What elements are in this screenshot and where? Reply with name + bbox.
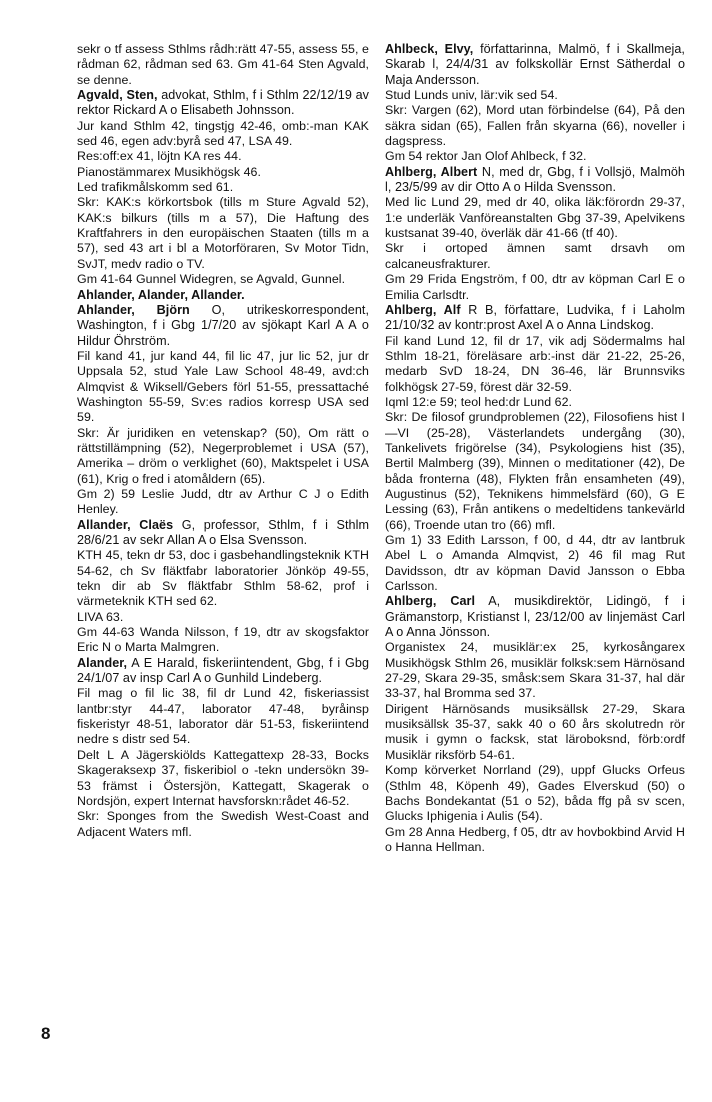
entry-text: O, utrikeskorrespondent, Washington, f i Gbg 1/7/20 av sjökapt Karl A A o Hildur Öhrström. <box>77 302 369 348</box>
entry-heading-paragraph <box>77 303 369 349</box>
entry-heading-paragraph <box>77 288 369 303</box>
entry-paragraph <box>77 610 369 625</box>
entry-paragraph <box>385 640 685 701</box>
entry-text: Jur kand Sthlm 42, tingstjg 42-46, omb:-man KAK sed 46, egen adv:byrå sed 47, LSA 49. <box>77 118 369 149</box>
entry-paragraph <box>77 686 369 747</box>
entry-paragraph <box>385 410 685 533</box>
entry-paragraph <box>77 272 369 287</box>
entry-paragraph <box>385 88 685 103</box>
entry-paragraph <box>385 533 685 594</box>
page-number: 8 <box>41 1024 51 1043</box>
entry-paragraph <box>77 180 369 195</box>
entry-text: R B, författare, Ludvika, f i Laholm 21/10/32 av kontr:prost Axel A o Anna Lindskog. <box>385 302 685 333</box>
entry-heading-paragraph <box>77 88 369 119</box>
entry-heading-paragraph <box>385 165 685 196</box>
entry-text: N, med dr, Gbg, f i Vollsjö, Malmöh l, 23/5/99 av dir Otto A o Hilda Svensson. <box>385 164 685 195</box>
entry-text: Iqml 12:e 59; teol hed:dr Lund 62. <box>385 394 573 409</box>
right-column <box>385 42 685 855</box>
entry-paragraph <box>385 195 685 241</box>
entry-text: A, musikdirektör, Lidingö, f i Grämanstorp, Kristianst l, 23/12/00 av linjemäst Carl A o Anna Jönsson. <box>385 594 685 640</box>
entry-text: A E Harald, fiskeriintendent, Gbg, f i Gbg 24/1/07 av insp Carl A o Gunhild Lindeberg. <box>77 655 369 686</box>
entry-name: Ahlander, Björn <box>77 302 190 317</box>
entry-text: Gm 2) 59 Leslie Judd, dtr av Arthur C J o Edith Henley. <box>77 486 369 517</box>
entry-paragraph <box>77 426 369 487</box>
entry-text: författarinna, Malmö, f i Skallmeja, Skarab l, 24/4/31 av folkskollär Ernst Sätherdal o Maja Andersson. <box>385 42 685 87</box>
entry-text: advokat, Sthlm, f i Sthlm 22/12/19 av rektor Rickard A o Elisabeth Johnsson. <box>77 88 369 118</box>
entry-text: Gm 1) 33 Edith Larsson, f 00, d 44, dtr av lantbruk Abel L o Amanda Almqvist, 2) 46 fil mag Rut Davidsson, dtr av köpman David Jansson o Ebba Carlsson. <box>385 533 685 594</box>
entry-text: Komp körverket Norrland (29), uppf Glucks Orfeus (Sthlm 48, Köpenh 49), Gades Elverskud (50) o Bachs Bondekantat (51 o 52), båda ffg på sv scen, Glucks Iphigenia i Aulis (54). <box>385 763 685 824</box>
entry-paragraph <box>385 149 685 164</box>
entry-paragraph <box>77 625 369 656</box>
entry-heading-paragraph <box>77 518 369 549</box>
entry-text: Dirigent Härnösands musiksällsk 27-29, Skara musiksällsk 35-37, sakk 40 o 60 års skolutredn rör musik i gymn o facksk, stat läroboksnd, förb:ordf Musiklär riksförb 54-61. <box>385 701 685 762</box>
entry-text: Gm 54 rektor Jan Olof Ahlbeck, f 32. <box>385 149 587 164</box>
entry-paragraph <box>77 809 369 840</box>
entry-paragraph <box>77 119 369 150</box>
entry-paragraph <box>77 195 369 272</box>
entry-text: Skr i ortoped ämnen samt drsavh om calcaneusfrakturer. <box>385 241 685 271</box>
entry-text: Gm 29 Frida Engström, f 00, dtr av köpman Carl E o Emilia Carlsdtr. <box>385 272 685 302</box>
entry-text: Skr: Vargen (62), Mord utan förbindelse (64), På den säkra sidan (65), Fallen från skyarna (66), noveller i dagspress. <box>385 103 685 149</box>
entry-paragraph <box>385 763 685 824</box>
entry-text: Skr: De filosof grundproblemen (22), Filosofiens hist I—VI (25-28), Västerlandets undergång (30), Tankelivets frigörelse (34), Psykologiens hist (35), Bertil Malmberg (39), Minnen o meditationer (42), De båda fronterna (48), Flykten från ensamheten (49), Augustinus (52), Teknikens himmelsfärd (60), G E Lessing (63), Från antikens o medeltidens tankevärld (66), Troende utan tro (66) mfl. <box>385 410 685 532</box>
entry-name: Ahlberg, Carl <box>385 594 476 609</box>
entry-text: G, professor, Sthlm, f i Sthlm 28/6/21 av sekr Allan A o Elsa Svensson. <box>77 517 369 547</box>
entry-text: Led trafikmålskomm sed 61. <box>77 180 234 195</box>
entry-paragraph <box>385 395 685 410</box>
left-column <box>77 42 369 840</box>
entry-text: Skr: Är juridiken en vetenskap? (50), Om rätt o rättstillämpning (52), Negerproblemet i USA (57), Amerika – dröm o verklighet (60), Maktspelet i USA (61), Krig o fred i atomåldern (65). <box>77 425 369 486</box>
entry-text: sekr o tf assess Sthlms rådh:rätt 47-55, assess 55, e rådman 62, rådman sed 63. Gm 41-64 Sten Agvald, se denne. <box>77 42 369 87</box>
entry-text: Fil kand Lund 12, fil dr 17, vik adj Södermalms hal Sthlm 18-21, föreläsare arb:-inst där 21-22, 25-26, medarb SvD 18-24, DN 36-46, lär Brunnsviks folkhögsk 27-59, förest där 32-59. <box>385 333 685 394</box>
entry-paragraph <box>77 149 369 164</box>
entry-name: Ahlander, Alander, Allander. <box>77 287 245 302</box>
entry-text: Med lic Lund 29, med dr 40, olika läk:förordn 29-37, 1:e underläk Vanföreanstalten Gbg 37-39, Apelvikens kustsanat 39-40, överläk där 41-66 (tf 40). <box>385 195 685 241</box>
entry-text: Organistex 24, musiklär:ex 25, kyrkosångarex Musikhögsk Sthlm 26, musiklär folksk:sem Härnösand 27-29, Skara 29-35, småsk:sem Skara 31-37, hal där 33-37, hal Bromma sed 37. <box>385 640 685 701</box>
entry-name: Ahlberg, Albert <box>385 164 478 179</box>
entry-text: Fil kand 41, jur kand 44, fil lic 47, jur lic 52, jur dr Uppsala 52, stud Yale Law School 48-49, avd:ch Almqvist & Wiksell/Gebers förl 51-55, pressattaché Washington 55-59, Sv:es radios korresp USA sed 59. <box>77 348 369 425</box>
entry-heading-paragraph <box>77 656 369 687</box>
entry-text: Skr: KAK:s körkortsbok (tills m Sture Agvald 52), KAK:s bilkurs (tills m a 57), Die Haftung des Kraftfahrers in den europäischen Staaten (tills m a 57), sed 43 art i bl a Motorföraren, Sv Motor Tidn, SvJT, medv radio o TV. <box>77 195 369 271</box>
entry-paragraph <box>77 487 369 518</box>
entry-name: Allander, Claës <box>77 517 174 532</box>
entry-paragraph <box>77 42 369 88</box>
entry-text: Skr: Sponges from the Swedish West-Coast and Adjacent Waters mfl. <box>77 809 369 839</box>
entry-paragraph <box>385 825 685 856</box>
entry-name: Ahlberg, Alf <box>385 302 461 317</box>
entry-name: Agvald, Sten, <box>77 88 158 103</box>
entry-text: Gm 44-63 Wanda Nilsson, f 19, dtr av skogsfaktor Eric N o Marta Malmgren. <box>77 625 369 655</box>
entry-name: Ahlbeck, Elvy, <box>385 42 474 56</box>
entry-paragraph <box>77 548 369 609</box>
entry-text: Res:off:ex 41, löjtn KA res 44. <box>77 149 242 164</box>
entry-text: LIVA 63. <box>77 609 124 624</box>
entry-text: Stud Lunds univ, lär:vik sed 54. <box>385 88 558 103</box>
entry-text: Gm 41-64 Gunnel Widegren, se Agvald, Gunnel. <box>77 272 346 287</box>
entry-paragraph <box>385 241 685 272</box>
entry-text: KTH 45, tekn dr 53, doc i gasbehandlingsteknik KTH 54-62, ch Sv fläktfabr laboratorier Jönköp 49-55, tekn dir ab Sv fläktfabr Sthlm 58-62, prof i värmeteknik KTH sed 62. <box>77 548 369 609</box>
entry-paragraph <box>385 334 685 395</box>
entry-text: Delt L A Jägerskiölds Kattegattexp 28-33, Bocks Skageraksexp 37, fiskeribiol o -tekn undersökn 39-53 främst i Östersjön, Kattegatt, Skagerak o Nordsjön, expert Internat havsforskn:rådet 46-52. <box>77 747 369 808</box>
entry-paragraph <box>385 702 685 763</box>
entry-paragraph <box>77 165 369 180</box>
entry-heading-paragraph <box>385 303 685 334</box>
entry-paragraph <box>385 103 685 149</box>
entry-name: Alander, <box>77 655 128 670</box>
entry-paragraph <box>77 748 369 809</box>
entry-heading-paragraph <box>385 42 685 88</box>
entry-paragraph <box>77 349 369 426</box>
entry-text: Fil mag o fil lic 38, fil dr Lund 42, fiskeriassist lantbr:styr 44-47, laborator 47-48, byråinsp fiskeristyr 48-51, laborator där 51-53, fiskeriintend nedre s distr sed 54. <box>77 686 369 747</box>
entry-text: Gm 28 Anna Hedberg, f 05, dtr av hovbokbind Arvid H o Hanna Hellman. <box>385 824 685 854</box>
entry-text: Pianostämmarex Musikhögsk 46. <box>77 164 261 179</box>
entry-paragraph <box>385 272 685 303</box>
entry-heading-paragraph <box>385 594 685 640</box>
